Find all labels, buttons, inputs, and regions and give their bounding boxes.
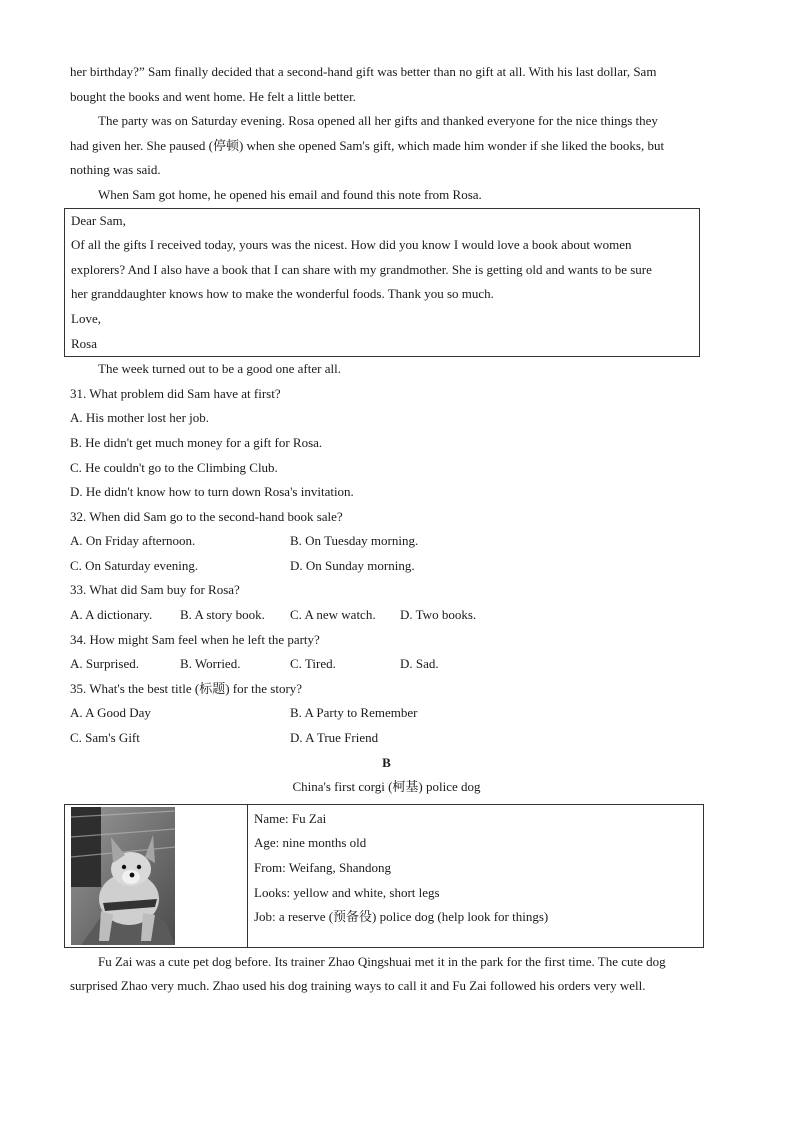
text-line: bought the books and went home. He felt a little better. [70, 88, 356, 104]
corgi-photo [71, 807, 175, 945]
option-row [70, 603, 703, 628]
question-stem: 33. What did Sam buy for Rosa? [70, 582, 240, 598]
option-d: D. On Sunday morning. [290, 557, 415, 573]
letter-line: her granddaughter knows how to make the wonderful foods. Thank you so much. [71, 286, 494, 302]
letter-line: explorers? And I also have a book that I can share with my grandmother. She is getting old and wants to be sure [71, 261, 652, 277]
dog-origin: From: Weifang, Shandong [254, 860, 392, 875]
dog-looks: Looks: yellow and white, short legs [254, 884, 440, 900]
option-c: C. Tired. [290, 656, 336, 672]
letter-line: Of all the gifts I received today, yours was the nicest. How did you know I would love a book about women [71, 237, 632, 253]
letter-greeting: Dear Sam, [71, 212, 126, 228]
option-d: D. He didn't know how to turn down Rosa's invitation. [70, 484, 354, 500]
option-b: B. A Party to Remember [290, 705, 418, 721]
option-d: D. Sad. [400, 656, 439, 672]
question-35 [70, 677, 703, 751]
option-b: B. Worried. [180, 656, 241, 672]
photo-cell [65, 805, 248, 947]
option-d: D. A True Friend [290, 730, 379, 746]
letter-closing: Love, [71, 310, 101, 326]
option-b: B. A story book. [180, 607, 265, 623]
letter-box [64, 208, 700, 358]
text-line: nothing was said. [70, 162, 161, 178]
option-a: A. His mother lost her job. [70, 410, 210, 426]
option-c: C. He couldn't go to the Climbing Club. [70, 459, 278, 475]
option-row [70, 701, 703, 726]
question-33 [70, 578, 703, 627]
option-b: B. On Tuesday morning. [290, 533, 419, 549]
text-line: Fu Zai was a cute pet dog before. Its trainer Zhao Qingshuai met it in the park for the first time. The cute dog [98, 953, 666, 969]
email-paragraph: When Sam got home, he opened his email and found this note from Rosa. [98, 186, 482, 202]
section-b-paragraph [70, 950, 703, 999]
dog-info-card [64, 804, 704, 948]
option-row [70, 554, 703, 579]
question-31 [70, 382, 703, 505]
option-c: C. A new watch. [290, 607, 376, 623]
question-stem: 31. What problem did Sam have at first? [70, 385, 281, 401]
text-line: surprised Zhao very much. Zhao used his dog training ways to call it and Fu Zai followed his orders very well. [70, 978, 646, 994]
dog-job: Job: a reserve (预备役) police dog (help look for things) [254, 909, 549, 925]
info-cell [248, 805, 554, 947]
option-row [70, 652, 703, 677]
document-page [70, 60, 703, 999]
party-paragraph [70, 109, 703, 183]
ending-paragraph: The week turned out to be a good one after all. [98, 361, 341, 377]
section-label: B [382, 754, 391, 770]
option-row [70, 529, 703, 554]
text-line: her birthday?” Sam finally decided that a second-hand gift was better than no gift at all. With his last dollar, Sam [70, 64, 657, 79]
option-row [70, 726, 703, 751]
option-a: A. On Friday afternoon. [70, 533, 196, 549]
option-c: C. On Saturday evening. [70, 557, 199, 573]
option-c: C. Sam's Gift [70, 730, 140, 746]
story-continued [70, 60, 703, 109]
question-stem: 34. How might Sam feel when he left the party? [70, 631, 320, 647]
dog-name: Name: Fu Zai [254, 810, 327, 826]
text-line: had given her. She paused (停顿) when she opened Sam's gift, which made him wonder if she liked the books, but [70, 137, 665, 153]
text-line: The party was on Saturday evening. Rosa opened all her gifts and thanked everyone for the nice things they [98, 113, 658, 129]
option-a: A. A dictionary. [70, 607, 153, 623]
option-b: B. He didn't get much money for a gift for Rosa. [70, 434, 323, 450]
dog-age: Age: nine months old [254, 835, 367, 851]
question-stem: 35. What's the best title (标题) for the story? [70, 680, 303, 696]
question-34 [70, 628, 703, 677]
question-32 [70, 505, 703, 579]
option-d: D. Two books. [400, 607, 477, 623]
question-stem: 32. When did Sam go to the second-hand book sale? [70, 508, 343, 524]
option-a: A. A Good Day [70, 705, 151, 721]
section-title: China's first corgi (柯基) police dog [292, 779, 481, 795]
letter-signature: Rosa [71, 335, 97, 351]
option-a: A. Surprised. [70, 656, 139, 672]
